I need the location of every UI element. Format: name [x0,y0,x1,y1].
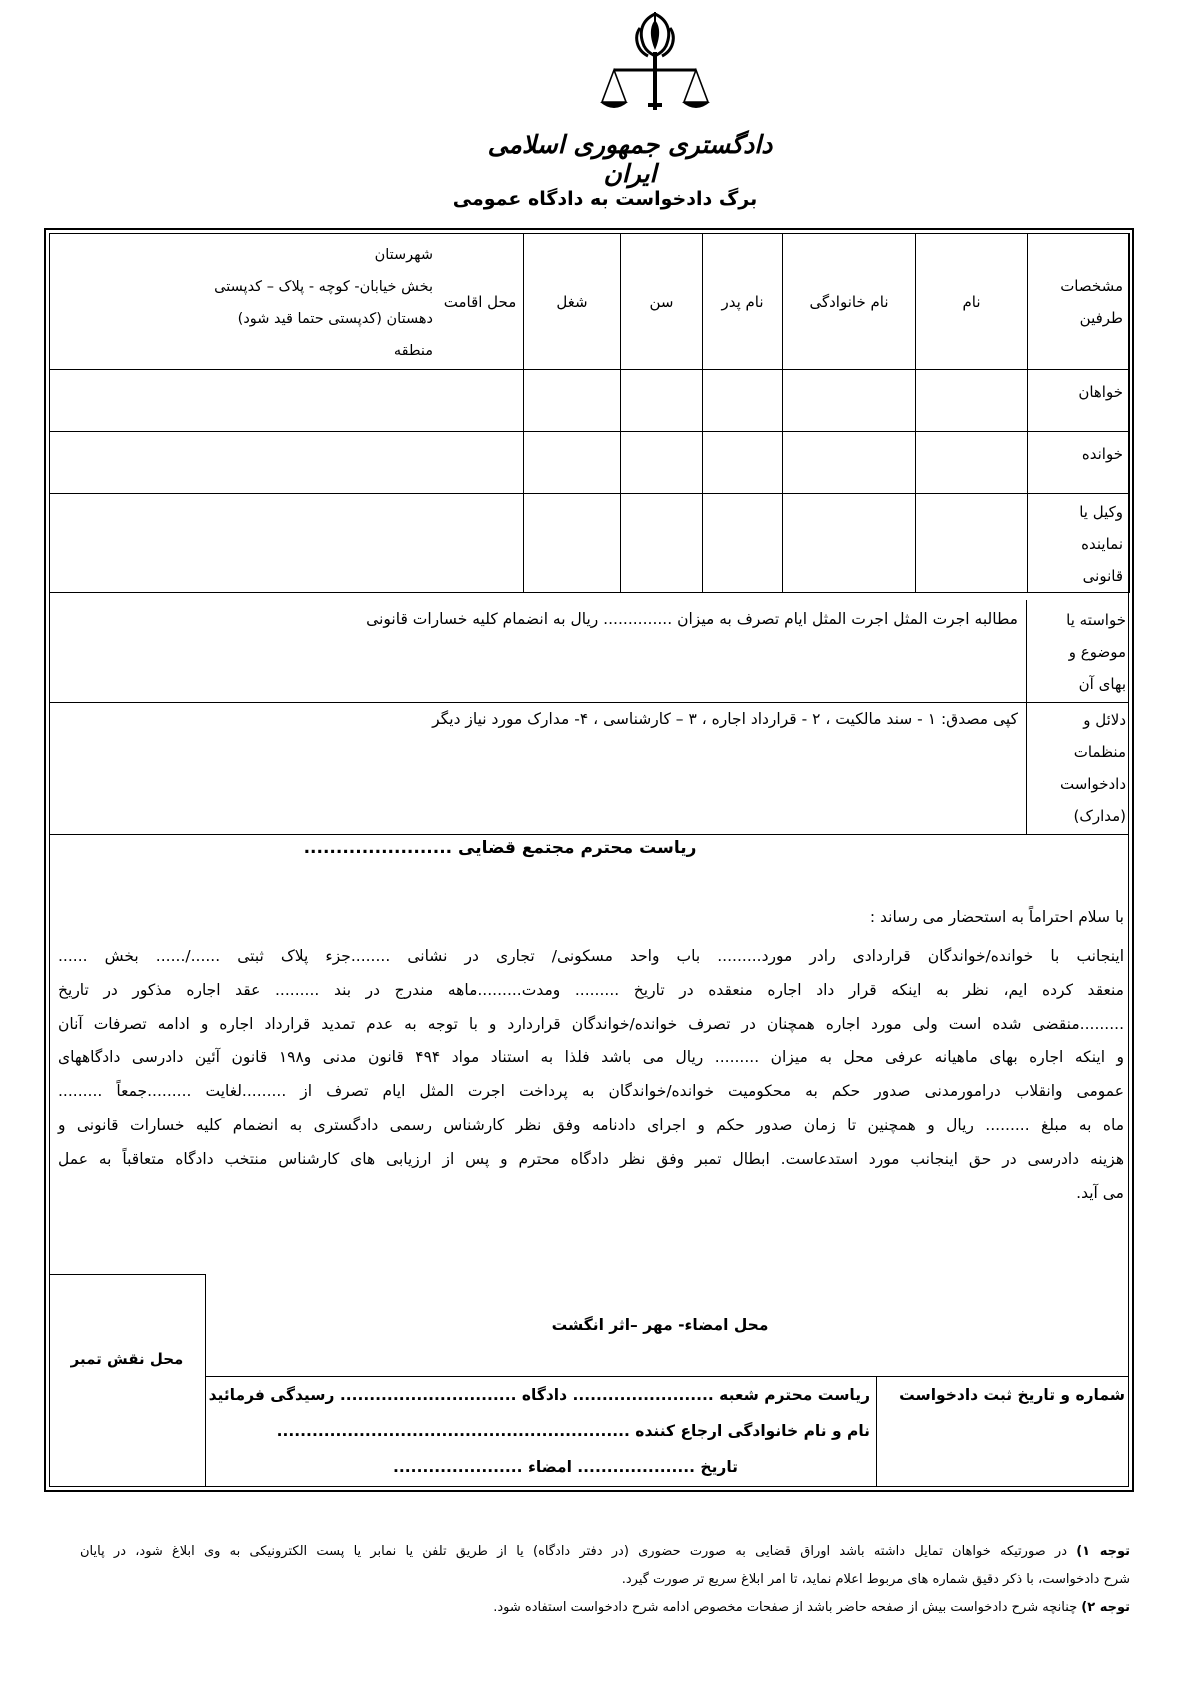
letter-line-1: اینجانب با خوانده/خواندگان قراردادی رادر مورد......... باب واحد مسکونی/ تجاری در نشانی ........جزء پلاک ثبتی ....../...... بخش ...... [58,947,1124,965]
registration-divider [876,1376,877,1487]
plaintiff-address-cell[interactable] [50,370,524,432]
lawyer-row [50,494,1130,593]
defendant-father-cell[interactable] [703,432,783,494]
plaintiff-row [50,370,1130,432]
defendant-last-name-cell[interactable] [783,432,916,494]
address-line-village: دهستان (کدپستی حتما قید شود) [237,310,433,327]
lawyer-name-cell[interactable] [916,494,1028,593]
plaintiff-age-cell[interactable] [621,370,703,432]
evidence-bottom-divider [49,834,1129,835]
note-1-text: در صورتیکه خواهان تمایل داشته باشد اوراق قضایی به صورت حضوری (در دفتر دادگاه) یا از طریق تلفن یا نمابر یا پست الکترونیکی به وی ابلاغ شود، در پایان [80,1544,1077,1559]
col-father-name: نام پدر [703,234,783,370]
col-address-detail [214,237,437,367]
col-age: سن [621,234,703,370]
parties-row-header [1028,234,1130,370]
lawyer-address-cell[interactable] [50,494,524,593]
lawyer-label-line3: قانونی [1082,567,1123,585]
subject-bottom-divider [49,702,1129,703]
defendant-label: خوانده [1028,432,1130,494]
col-residence-label: محل اقامت [443,292,517,311]
plaintiff-last-name-cell[interactable] [783,370,916,432]
parties-row-header-text: مشخصات طرفین [1060,276,1123,327]
evidence-label-line4: (مدارک) [1073,807,1126,825]
section-label-divider [1026,600,1027,834]
parties-table [49,233,1130,593]
evidence-label-line3: دادخواست [1059,775,1126,793]
plaintiff-label: خواهان [1028,370,1130,432]
iran-judiciary-emblem-icon [600,10,710,120]
note-1-line-1 [80,1538,1130,1566]
note-1-label: توجه ۱) [1076,1544,1131,1559]
stamp-place-label: محل نقش تمبر [70,1350,184,1368]
col-last-name: نام خانوادگی [783,234,916,370]
col-name: نام [916,234,1028,370]
notes-section [80,1538,1130,1622]
form-title: برگ دادخواست به دادگاه عمومی [452,188,758,210]
evidence-text[interactable]: کپی مصدق: ۱ - سند مالکیت ، ۲ - قرارداد اجاره ، ۳ – کارشناسی ، ۴- مدارک مورد نیاز دیگر [432,710,1018,728]
referral-line-1[interactable]: ریاست محترم شعبه ........................ دادگاه .............................. رسیدگی فرمائید [208,1386,870,1404]
letter-line-2: منعقد کرده ایم، نظر به اینکه قرار داد اجاره منعقده در تاریخ ......... ومدت.........ماهه مندرج در بند ......... عقد اجاره مذکور در تاریخ [58,980,1124,999]
referral-line-2[interactable]: نام و نام خانوادگی ارجاع کننده ............................................................ [276,1422,870,1440]
letter-line-7: هزینه دادرسی در حق اینجانب مورد استدعاست. ابطال تمبر وفق نظر دادگاه محترم و پس از ارزیابی های کارشناس منتخب دادگاه متعاقباً به عمل [58,1149,1124,1168]
plaintiff-father-cell[interactable] [703,370,783,432]
defendant-address-cell[interactable] [50,432,524,494]
defendant-row [50,432,1130,494]
subject-label-line2: موضوع و [1068,643,1126,661]
lawyer-father-cell[interactable] [703,494,783,593]
subject-label [1030,604,1126,700]
defendant-job-cell[interactable] [524,432,621,494]
stamp-box-divider [205,1274,206,1487]
evidence-label-line1: دلائل و [1083,711,1126,729]
letter-line-4: و اینکه اجاره بهای ماهیانه عرفی محل به میزان ......... ریال می باشد فلذا به استناد مواد ۴۹۴ قانون مدنی و۱۹۸ قانون آئین دادرسی دادگاههای [58,1048,1125,1067]
col-job: شغل [524,234,621,370]
registration-label: شماره و تاریخ ثبت دادخواست [899,1386,1125,1404]
evidence-label-line2: منظمات [1073,743,1126,761]
subject-text[interactable]: مطالبه اجرت المثل اجرت المثل ایام تصرف به میزان .............. ریال به انضمام کلیه خسارات قانونی [366,610,1018,628]
plaintiff-name-cell[interactable] [916,370,1028,432]
address-line-city: شهرستان [374,246,433,263]
address-line-street: بخش خیابان- کوچه - پلاک – کدپستی [214,278,433,295]
letter-body[interactable] [58,940,1124,1210]
note-1-line-2: شرح دادخواست، با ذکر دقیق شماره های مربوط اعلام نماید، تا امر ابلاغ سریع تر صورت گیرد. [621,1572,1130,1587]
plaintiff-job-cell[interactable] [524,370,621,432]
signature-bottom-divider [205,1376,1129,1377]
defendant-age-cell[interactable] [621,432,703,494]
subject-label-line3: بهای آن [1078,675,1126,693]
letter-addressee: ریاست محترم مجتمع قضایی ....................... [303,838,697,858]
lawyer-job-cell[interactable] [524,494,621,593]
referral-line-3-text: تاریخ .................... امضاء ...................... [393,1458,738,1476]
col-residence [50,234,524,370]
subject-label-line1: خواسته یا [1066,611,1126,629]
lawyer-age-cell[interactable] [621,494,703,593]
note-2-line-1 [80,1594,1130,1622]
letter-line-8: می آید. [1076,1183,1124,1202]
lawyer-label-line1: وکیل یا [1079,503,1123,521]
letter-line-6: ماه به مبلغ ......... ریال و همچنین تا زمان صدور حکم و اجرای دادنامه وفق نظر کارشناس رسمی دادگستری به انضمام کلیه خسارات قانونی و [58,1115,1124,1134]
letter-greeting: با سلام احتراماً به استحضار می رساند : [869,908,1124,926]
judiciary-name: دادگستری جمهوری اسلامی ایران [487,130,773,188]
note-2-text: چنانچه شرح دادخواست بیش از صفحه حاضر باشد از صفحات مخصوص ادامه شرح دادخواست استفاده شود. [493,1600,1082,1615]
lawyer-last-name-cell[interactable] [783,494,916,593]
letter-line-5: عمومی وانقلاب درامورمدنی صدور حکم به محکومیت خوانده/خواندگان به پرداخت اجرت المثل ایام تصرف از .........لغایت .........جمعاً ......... [58,1082,1124,1101]
stamp-box-top [49,1274,205,1275]
lawyer-label-line2: نماینده [1081,535,1123,553]
parties-header-row [50,234,1130,370]
lawyer-label [1028,494,1130,593]
address-line-region: منطقه [393,342,433,359]
defendant-name-cell[interactable] [916,432,1028,494]
signature-place-label: محل امضاء- مهر –اثر انگشت [551,1316,769,1334]
letter-line-3: .........منقضی شده است ولی مورد اجاره همچنان در تصرف خوانده/خواندگان قراردارد و با توجه به عدم تمدید قرارداد اجاره و ادامه تصرفات آنان [58,1014,1124,1033]
evidence-label [1030,704,1126,832]
note-2-label: توجه ۲) [1081,1600,1130,1615]
